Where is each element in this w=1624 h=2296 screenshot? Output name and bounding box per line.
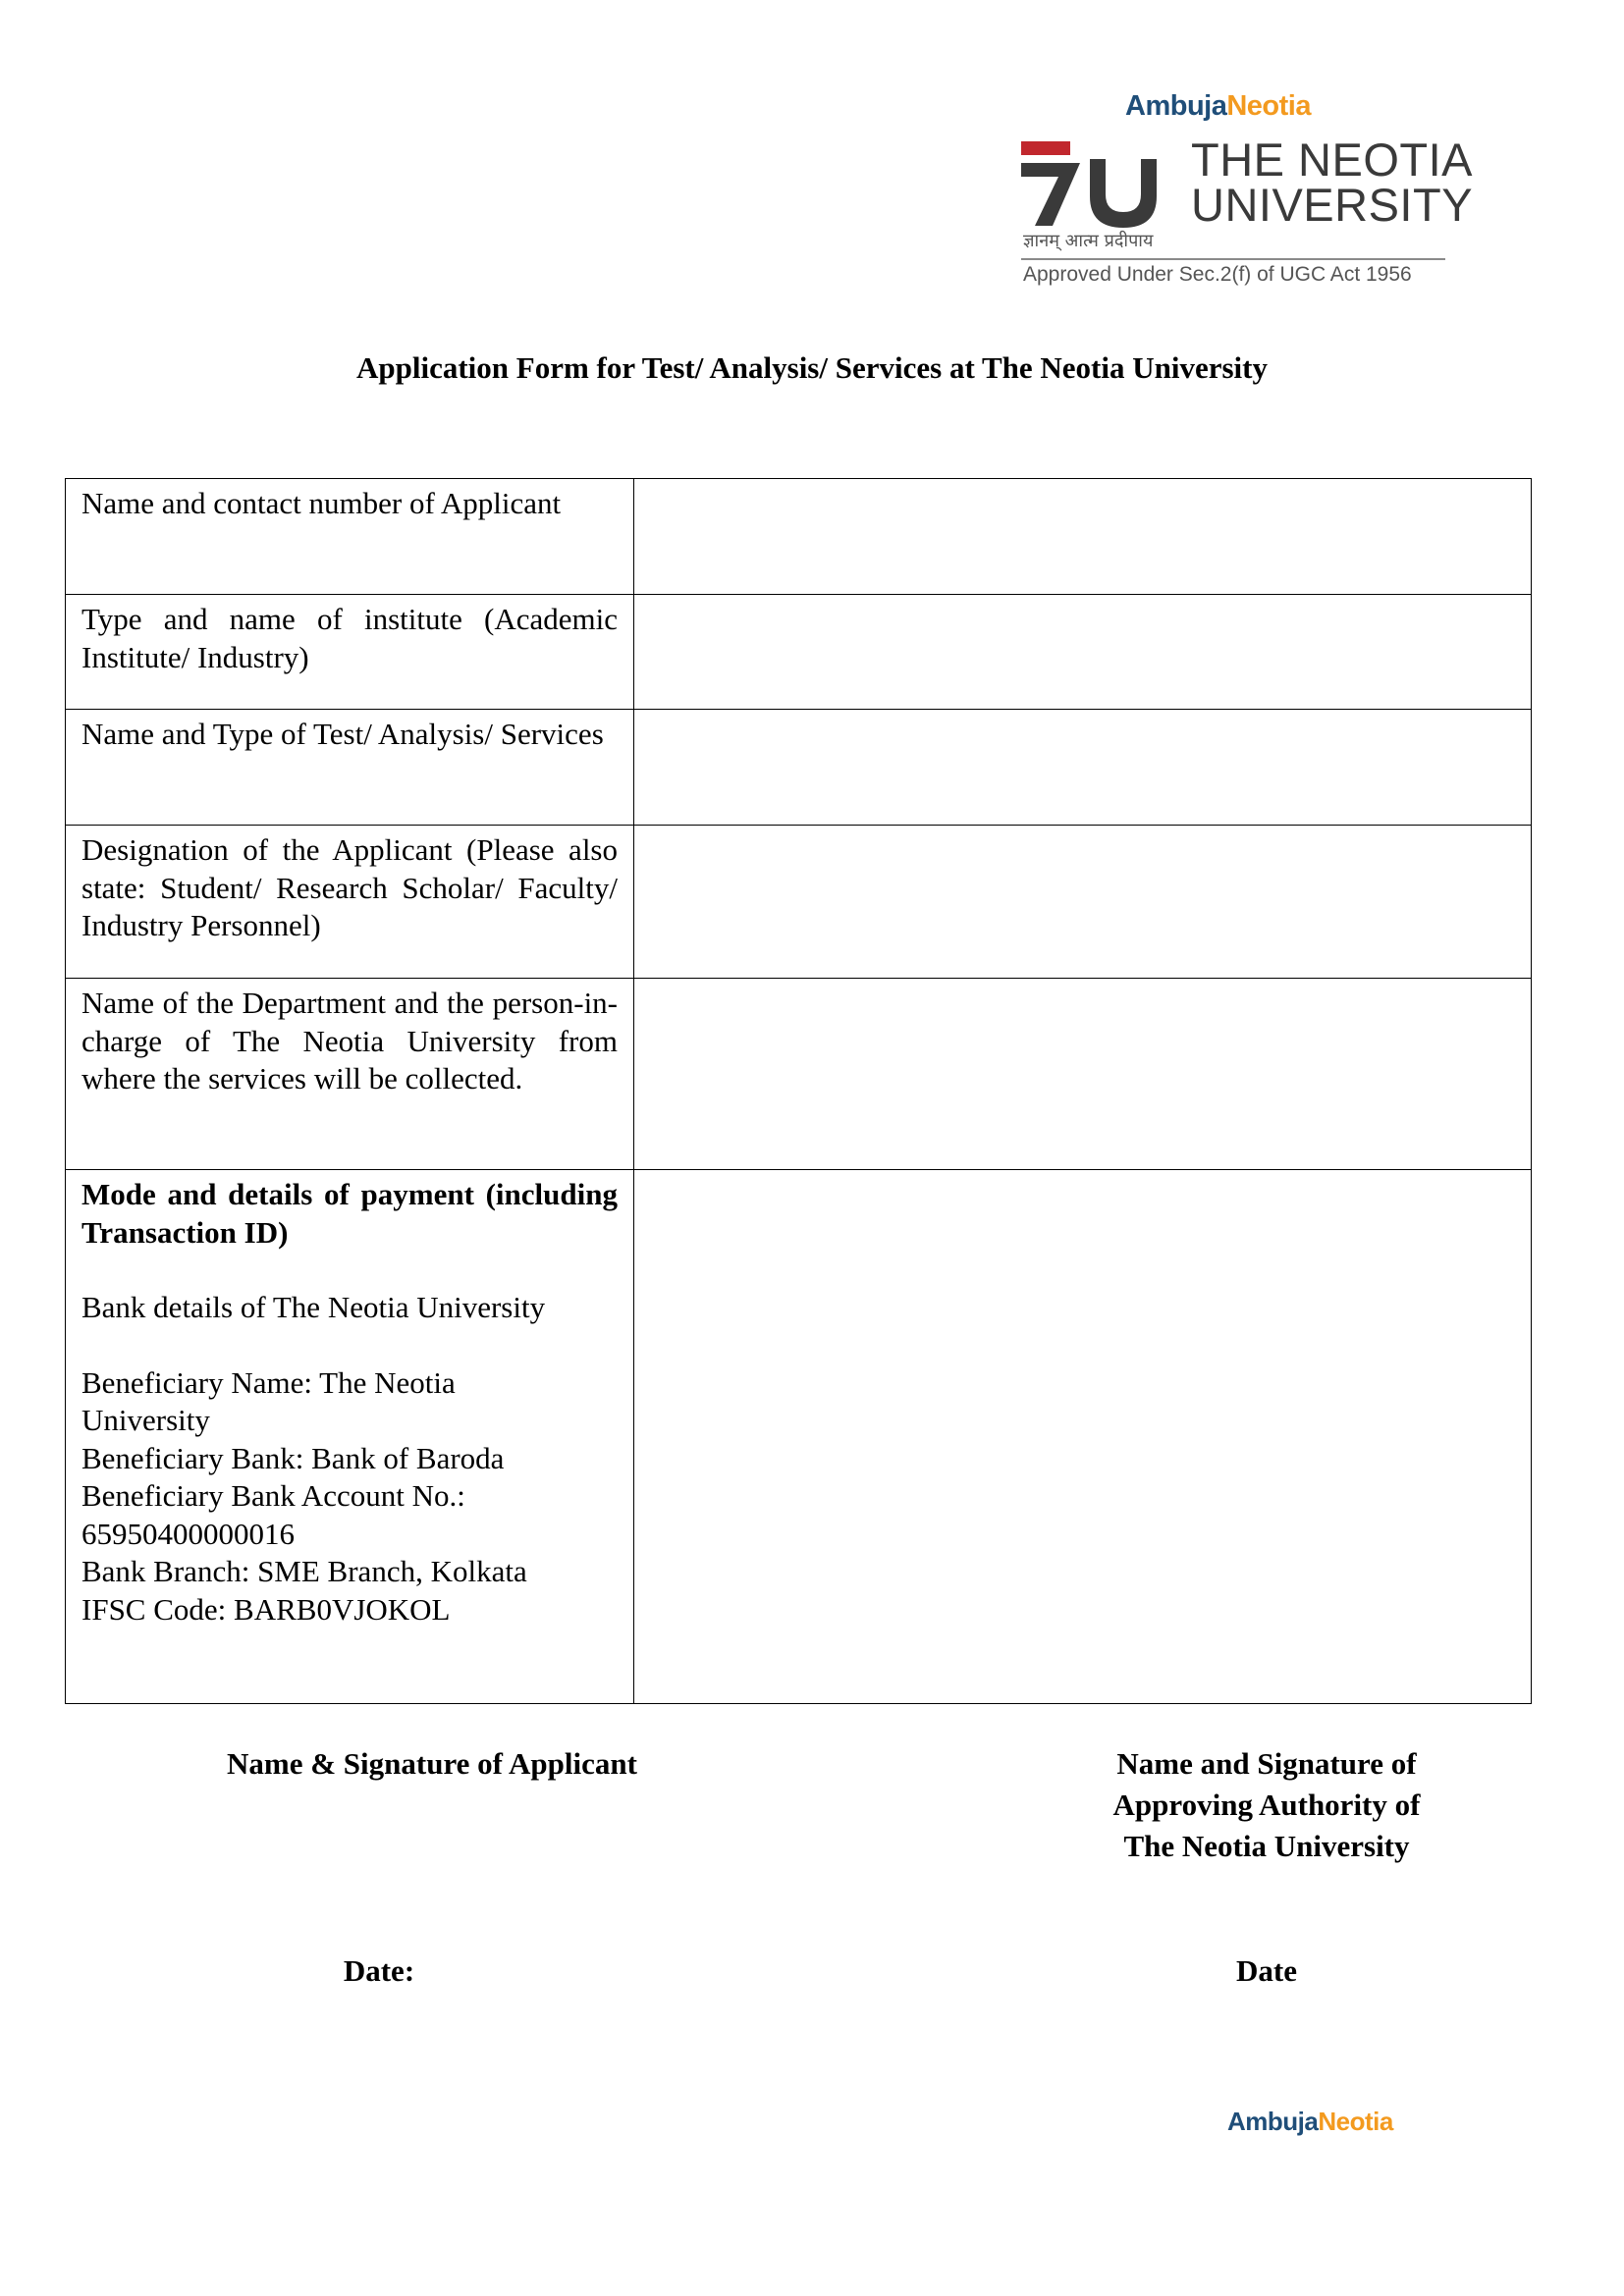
form-label-cell xyxy=(66,979,634,1170)
institute-type-name-field[interactable] xyxy=(634,595,1532,710)
footer-brand-part1: Ambuja xyxy=(1227,2107,1319,2136)
form-row xyxy=(66,979,1532,1170)
department-person-field[interactable] xyxy=(634,979,1532,1170)
ambuja-neotia-logo xyxy=(1125,90,1311,123)
university-name-line2: UNIVERSITY xyxy=(1191,179,1474,231)
university-logo xyxy=(1021,90,1474,296)
form-row xyxy=(66,826,1532,979)
authority-signature-label xyxy=(1021,1743,1512,1867)
form-label: Designation of the Applicant (Please also state: Student/ Research Scholar/ Faculty/ Industry Personnel) xyxy=(81,832,618,942)
beneficiary-name: Beneficiary Name: The Neotia University xyxy=(81,1364,456,1437)
applicant-name-contact-field[interactable] xyxy=(634,479,1532,595)
form-row-payment xyxy=(66,1170,1532,1704)
form-title: Application Form for Test/ Analysis/ Services at The Neotia University xyxy=(356,350,1268,385)
designation-field[interactable] xyxy=(634,826,1532,979)
form-label: Type and name of institute (Academic Institute/ Industry) xyxy=(81,602,618,674)
university-name-line1: THE NEOTIA xyxy=(1191,133,1474,186)
date-label-left: Date: xyxy=(343,1953,415,1988)
logo-divider xyxy=(1021,258,1445,260)
date-label-right: Date xyxy=(1236,1953,1297,1988)
form-label: Name of the Department and the person-in-charge of The Neotia University from where the services will be collected. xyxy=(81,986,618,1095)
motto: ज्ञानम् आत्म प्रदीपाय xyxy=(1023,231,1154,251)
brand-part2: Neotia xyxy=(1226,90,1311,122)
tnu-logo-mark-icon xyxy=(1021,141,1168,230)
application-form-table xyxy=(65,478,1532,1704)
payment-heading: Mode and details of payment (including Transaction ID) xyxy=(81,1177,618,1250)
account-number: 65950400000016 xyxy=(81,1516,295,1551)
form-row xyxy=(66,479,1532,595)
bank-intro: Bank details of The Neotia University xyxy=(81,1290,546,1324)
authority-signature-line1: Name and Signature of xyxy=(1116,1746,1417,1781)
form-label-cell xyxy=(66,710,634,826)
form-row xyxy=(66,710,1532,826)
form-label: Name and Type of Test/ Analysis/ Services xyxy=(81,717,604,751)
form-label-cell xyxy=(66,595,634,710)
university-name xyxy=(1191,133,1474,231)
authority-signature-line2: Approving Authority of xyxy=(1112,1788,1421,1822)
approval-text: Approved Under Sec.2(f) of UGC Act 1956 xyxy=(1023,263,1412,286)
beneficiary-bank: Beneficiary Bank: Bank of Baroda xyxy=(81,1440,505,1475)
test-type-field[interactable] xyxy=(634,710,1532,826)
brand-part1: Ambuja xyxy=(1125,90,1227,122)
payment-label-cell xyxy=(66,1170,634,1704)
form-label-cell xyxy=(66,826,634,979)
form-label: Name and contact number of Applicant xyxy=(81,486,562,520)
form-label-cell xyxy=(66,479,634,595)
bank-branch: Bank Branch: SME Branch, Kolkata xyxy=(81,1554,527,1588)
ifsc-code: IFSC Code: BARB0VJOKOL xyxy=(81,1591,451,1627)
footer-brand-part2: Neotia xyxy=(1318,2107,1393,2136)
form-row xyxy=(66,595,1532,710)
footer-ambuja-neotia-logo xyxy=(1227,2107,1393,2137)
payment-details-field[interactable] xyxy=(634,1170,1532,1704)
authority-signature-line3: The Neotia University xyxy=(1123,1829,1410,1863)
account-label: Beneficiary Bank Account No.: xyxy=(81,1478,465,1513)
applicant-signature-label: Name & Signature of Applicant xyxy=(227,1746,637,1781)
